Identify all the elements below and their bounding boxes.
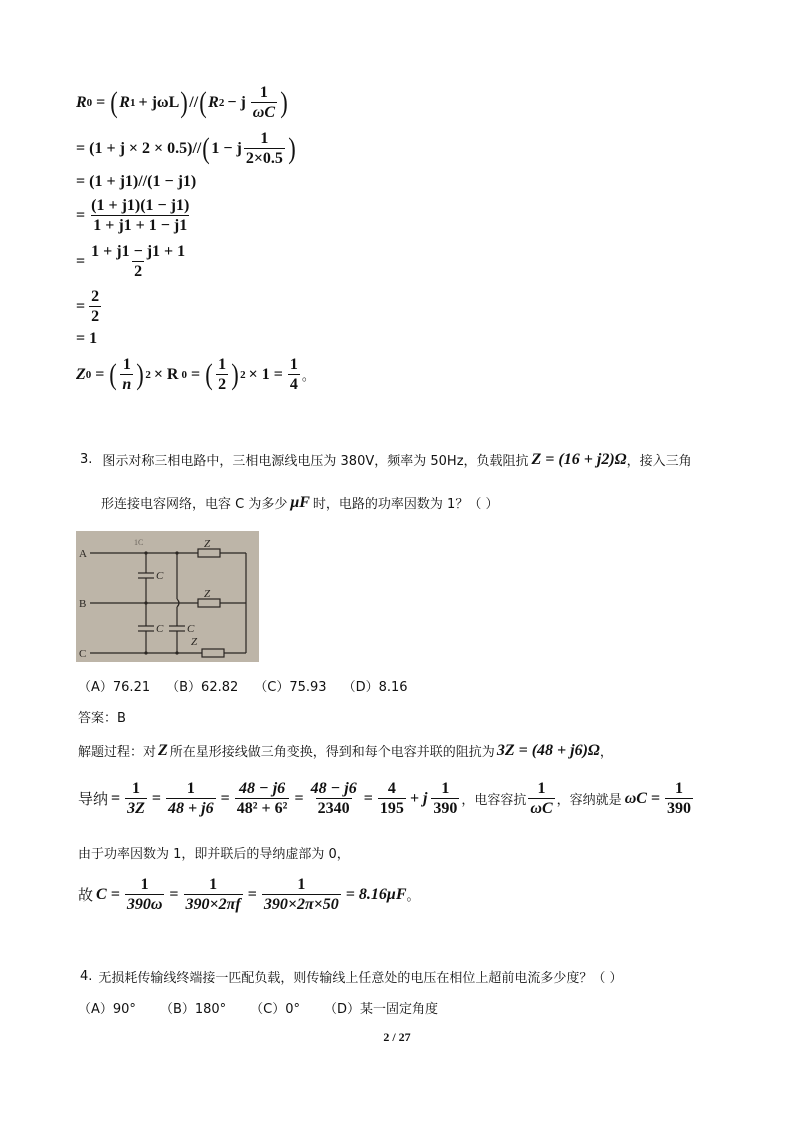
circuit-figure <box>76 531 259 662</box>
z-label-1: Z <box>204 538 211 550</box>
eq-line-z0: Z 0 = ( $\frac{1}{n}$ ) 2 × R 0 = ( $\frac{1}{2}$ ) 2 × 1 = $\frac{1}{4}$ 。 <box>76 356 315 393</box>
q3-option-d[interactable]: （D）8.16 <box>342 680 408 695</box>
eq-line-6: = $\frac{2}{2}$ <box>76 288 100 325</box>
cap-label-1: C <box>156 570 164 582</box>
eq-line-1: R 0 = ( R 1 + jωL ) // ( R 2 − j $\frac{1}{\omega C}$ ) <box>76 84 288 121</box>
q3-admittance: 导纳 = $\frac{1}{3Z}$ = $\frac{1}{48 + j6}$ = $\frac{48 - j6}{\text{48² + 6²}}$ = $\frac{48 - j6}{2340}$ = $\frac{4}{195}$ + j $\frac{1}{390}$ ，电容容抗 $\frac{1}{\omega C}$ ，容纳就是 ωC = $\frac{1}{390}$ <box>78 780 692 817</box>
eq-line-4: = $\frac{(1 + j1)(1 - j1)}{1 + j1 + 1 - j1}$ <box>76 197 190 234</box>
eq-line-2: = (1 + j × 2 × 0.5) // ( 1 − j $\frac{1}{2\times 0.5}$ ) <box>76 130 296 167</box>
q3-option-c[interactable]: （C）75.93 <box>254 680 327 695</box>
z-label-2: Z <box>204 588 211 600</box>
page-number: 2 / 27 <box>383 1030 411 1044</box>
label-c: C <box>79 648 87 660</box>
cap-label-2: C <box>156 623 164 635</box>
label-a: A <box>79 548 87 560</box>
eq-line-3: = (1 + j1)//(1 − j1) <box>76 173 197 190</box>
q3-option-b[interactable]: （B）62.82 <box>166 680 239 695</box>
q3-line-2: 形连接电容网络，电容 C 为多少 μF 时，电路的功率因数为 1？（ ） <box>101 493 499 512</box>
cap-label-3: C <box>187 623 195 635</box>
q4-option-a[interactable]: （A）90° <box>78 1002 136 1017</box>
label-b: B <box>79 598 87 610</box>
q3-option-a[interactable]: （A）76.21 <box>78 680 151 695</box>
eq-line-5: = $\frac{1 + j1 - j1 + 1}{2}$ <box>76 243 186 280</box>
corner-note: 1C <box>134 538 144 547</box>
q4-option-c[interactable]: （C）0° <box>250 1002 301 1017</box>
q4-option-d[interactable]: （D）某一固定角度 <box>324 1002 439 1017</box>
q4-question: 4. 无损耗传输线终端接一匹配负载，则传输线上任意处的电压在相位上超前电流多少度？（ ） <box>80 969 623 986</box>
q3-line-1: 3. 图示对称三相电路中，三相电源线电压为 380V，频率为 50Hz，负载阻抗 Z = (16 + j2)Ω ，接入三角 <box>80 450 692 469</box>
eq-line-7: = 1 <box>76 330 98 347</box>
q3-solution-intro: 解题过程：对 Z 所在星形接线做三角变换，得到和每个电容并联的阻抗为 3Z = (48 + j6)Ω ， <box>78 741 613 760</box>
q3-final: 故 C = $\frac{1}{390\omega}$ = $\frac{1}{390\times 2\pi f}$ = $\frac{1}{390\times 2\pi\times 50}$ = 8.16μF 。 <box>78 876 420 913</box>
q4-options <box>78 998 438 1017</box>
q4-option-b[interactable]: （B）180° <box>159 1002 227 1017</box>
circuit-diagram <box>76 531 259 662</box>
q3-options <box>78 676 408 695</box>
q3-power-factor-note: 由于功率因数为 1，即并联后的导纳虚部为 0， <box>78 847 350 862</box>
q3-answer: 答案：B <box>78 711 126 726</box>
z-label-3: Z <box>191 636 198 648</box>
